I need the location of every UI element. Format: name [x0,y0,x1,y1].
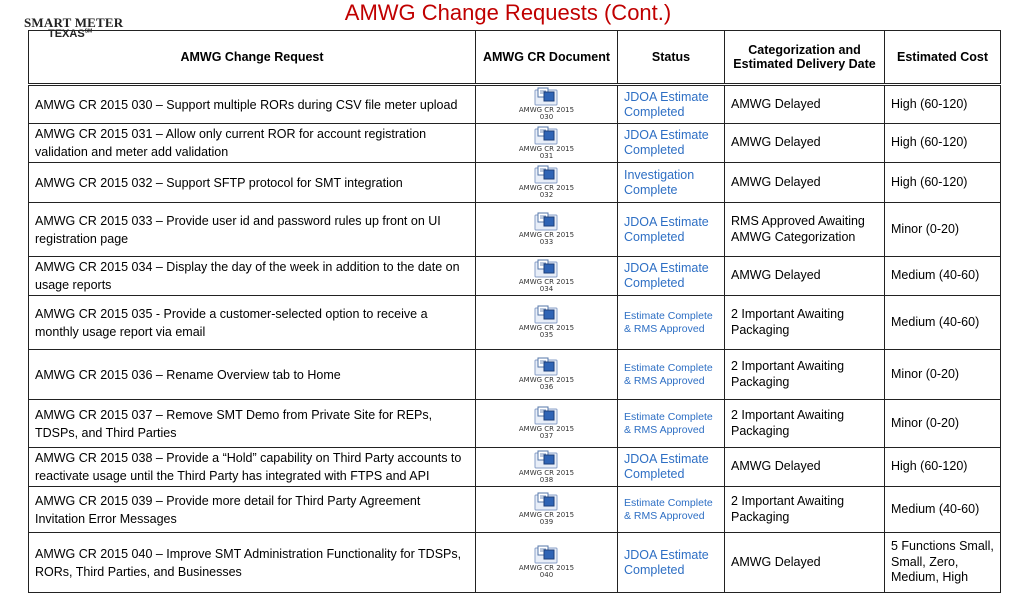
cr-status-cell: JDOA Estimate Completed [618,448,725,487]
table-row [29,257,1001,296]
table-row [29,487,1001,533]
embedded-document-icon[interactable] [519,126,574,160]
table-row [29,203,1001,257]
embedded-document-icon[interactable] [519,87,574,121]
embedded-document-icon[interactable] [519,165,574,199]
cr-category-cell: 2 Important Awaiting Packaging [725,400,885,448]
document-label: AMWG CR 2015 040 [518,564,575,579]
cr-request-cell: AMWG CR 2015 037 – Remove SMT Demo from Private Site for REPs, TDSPs, and Third Parties [29,400,476,448]
header-category: Categorization and Estimated Delivery Date [725,31,885,85]
cr-document-cell[interactable] [476,487,618,533]
cr-document-cell[interactable] [476,163,618,203]
cr-request-cell: AMWG CR 2015 034 – Display the day of the week in addition to the date on usage reports [29,257,476,296]
document-icon-graphic [526,305,566,325]
cr-request-cell: AMWG CR 2015 036 – Rename Overview tab to Home [29,350,476,400]
cr-category-cell: AMWG Delayed [725,257,885,296]
cr-document-cell[interactable] [476,448,618,487]
document-label: AMWG CR 2015 033 [518,231,575,246]
cr-document-cell[interactable] [476,296,618,350]
header-status: Status [618,31,725,85]
header-document: AMWG CR Document [476,31,618,85]
document-label: AMWG CR 2015 035 [518,324,575,339]
embedded-document-icon[interactable] [519,305,574,339]
table-row [29,400,1001,448]
cr-cost-cell: Medium (40-60) [885,257,1001,296]
embedded-document-icon[interactable] [519,406,574,440]
cr-category-cell: AMWG Delayed [725,448,885,487]
document-label: AMWG CR 2015 034 [518,277,575,293]
cr-request-cell: AMWG CR 2015 039 – Provide more detail for Third Party Agreement Invitation Error Messages [29,487,476,533]
cr-request-cell: AMWG CR 2015 035 - Provide a customer-selected option to receive a monthly usage report via email [29,296,476,350]
cr-status-cell: Estimate Complete & RMS Approved [618,296,725,350]
cr-category-cell: AMWG Delayed [725,533,885,593]
header-request: AMWG Change Request [29,31,476,85]
cr-status-cell: JDOA Estimate Completed [618,533,725,593]
document-label: AMWG CR 2015 038 [518,468,575,484]
cr-document-cell[interactable] [476,350,618,400]
embedded-document-icon[interactable] [519,545,574,579]
cr-status-cell: JDOA Estimate Completed [618,203,725,257]
cr-request-cell: AMWG CR 2015 038 – Provide a “Hold” capability on Third Party accounts to reactivate usage until the Third Party has integrated with FTPS and API [29,448,476,487]
document-icon-graphic [526,126,566,146]
cr-cost-cell: 5 Functions Small, Small, Zero, Medium, High [885,533,1001,593]
cr-status-cell: JDOA Estimate Completed [618,257,725,296]
embedded-document-icon[interactable] [519,492,574,526]
document-icon-graphic [526,450,566,470]
table-row [29,124,1001,163]
table-row [29,448,1001,487]
document-label: AMWG CR 2015 036 [518,376,575,391]
cr-status-cell: Estimate Complete & RMS Approved [618,350,725,400]
cr-category-cell: AMWG Delayed [725,124,885,163]
document-icon-graphic [526,259,566,279]
cr-category-cell: 2 Important Awaiting Packaging [725,296,885,350]
header-cost: Estimated Cost [885,31,1001,85]
document-icon-graphic [526,212,566,232]
change-requests-table [28,30,1001,593]
embedded-document-icon[interactable] [519,259,574,293]
document-label: AMWG CR 2015 039 [518,511,575,526]
document-label: AMWG CR 2015 037 [518,425,575,440]
cr-status-cell: JDOA Estimate Completed [618,85,725,124]
cr-request-cell: AMWG CR 2015 033 – Provide user id and password rules up front on UI registration page [29,203,476,257]
document-label: AMWG CR 2015 030 [518,106,575,121]
cr-status-cell: JDOA Estimate Completed [618,124,725,163]
cr-status-cell: Investigation Complete [618,163,725,203]
document-icon-graphic [526,545,566,565]
table-row [29,296,1001,350]
document-icon-graphic [526,492,566,512]
document-label: AMWG CR 2015 031 [518,144,575,160]
document-icon-graphic [526,406,566,426]
logo-line2: TEXAS℠ [48,28,93,40]
document-icon-graphic [526,87,566,107]
document-icon-graphic [526,165,566,185]
cr-document-cell[interactable] [476,203,618,257]
table-row [29,533,1001,593]
table-row [29,85,1001,124]
cr-document-cell[interactable] [476,257,618,296]
cr-status-cell: Estimate Complete & RMS Approved [618,400,725,448]
embedded-document-icon[interactable] [519,357,574,391]
table-row [29,163,1001,203]
cr-category-cell: 2 Important Awaiting Packaging [725,350,885,400]
cr-status-cell: Estimate Complete & RMS Approved [618,487,725,533]
document-icon-graphic [526,357,566,377]
cr-category-cell: AMWG Delayed [725,163,885,203]
cr-cost-cell: Medium (40-60) [885,487,1001,533]
page-title: AMWG Change Requests (Cont.) [344,0,672,25]
embedded-document-icon[interactable] [519,212,574,246]
cr-cost-cell: High (60-120) [885,124,1001,163]
cr-request-cell: AMWG CR 2015 030 – Support multiple RORs during CSV file meter upload [29,85,476,124]
embedded-document-icon[interactable] [519,450,574,484]
cr-cost-cell: Minor (0-20) [885,203,1001,257]
cr-cost-cell: High (60-120) [885,163,1001,203]
table-header-row [29,31,1001,85]
cr-request-cell: AMWG CR 2015 031 – Allow only current ROR for account registration validation and meter add validation [29,124,476,163]
cr-request-cell: AMWG CR 2015 032 – Support SFTP protocol for SMT integration [29,163,476,203]
cr-document-cell[interactable] [476,400,618,448]
cr-cost-cell: High (60-120) [885,85,1001,124]
cr-cost-cell: High (60-120) [885,448,1001,487]
cr-category-cell: AMWG Delayed [725,85,885,124]
cr-cost-cell: Medium (40-60) [885,296,1001,350]
table-row [29,350,1001,400]
cr-document-cell[interactable] [476,533,618,593]
document-label: AMWG CR 2015 032 [518,184,575,199]
cr-document-cell[interactable] [476,85,618,124]
cr-document-cell[interactable] [476,124,618,163]
cr-cost-cell: Minor (0-20) [885,350,1001,400]
cr-category-cell: 2 Important Awaiting Packaging [725,487,885,533]
cr-category-cell: RMS Approved Awaiting AMWG Categorization [725,203,885,257]
logo-line1: SMART METER [24,15,124,30]
cr-request-cell: AMWG CR 2015 040 – Improve SMT Administration Functionality for TDSPs, RORs, Third Parties, and Businesses [29,533,476,593]
cr-cost-cell: Minor (0-20) [885,400,1001,448]
